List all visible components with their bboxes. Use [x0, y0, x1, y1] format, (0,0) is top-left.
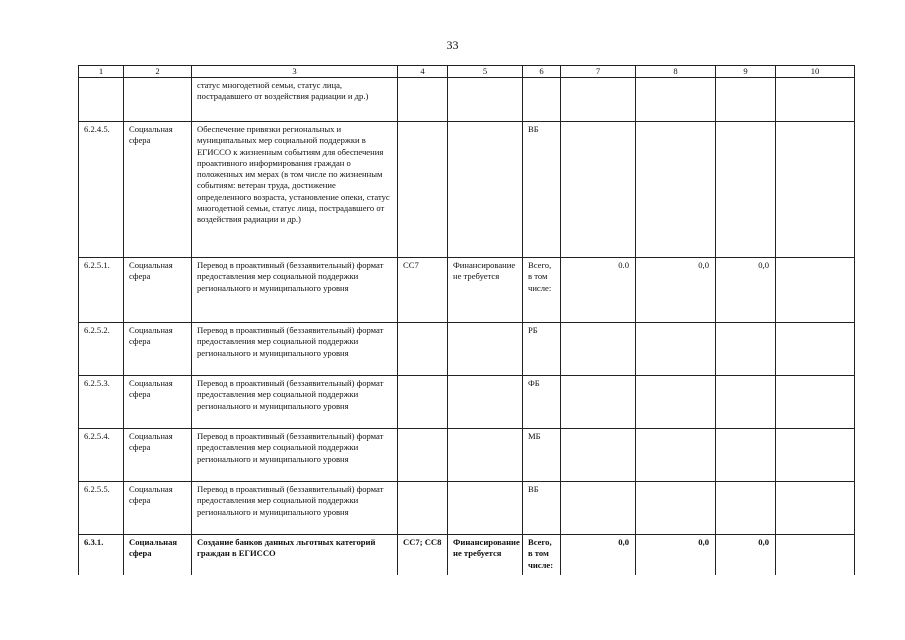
row-value-col8: 0,0: [636, 258, 716, 323]
table-cell: [776, 482, 855, 535]
row-value-col7: [561, 429, 636, 482]
table-row: [79, 323, 855, 376]
row-description: Перевод в проактивный (беззаявительный) формат предоставления мер социальной поддержки регионального и муниципального уровня: [192, 429, 398, 482]
row-description: Создание банков данных льготных категорий граждан в ЕГИССО: [192, 535, 398, 575]
row-indicator: [398, 429, 448, 482]
header-cell: 8: [636, 66, 716, 78]
table-row: [79, 535, 855, 575]
table-cell: [79, 78, 124, 122]
row-financing: [448, 429, 523, 482]
row-value-col9: [716, 429, 776, 482]
row-code: 6.2.4.5.: [79, 122, 124, 258]
row-value-col8: [636, 482, 716, 535]
header-cell: 6: [523, 66, 561, 78]
row-sphere: Социальная сфера: [124, 535, 192, 575]
row-code: 6.2.5.1.: [79, 258, 124, 323]
row-value-col7: [561, 323, 636, 376]
row-value-col8: [636, 122, 716, 258]
table-row: [79, 122, 855, 258]
row-value-col9: [716, 122, 776, 258]
header-cell: 1: [79, 66, 124, 78]
row-value-col7: 0.0: [561, 258, 636, 323]
row-indicator: [398, 376, 448, 429]
row-value-col9: 0,0: [716, 258, 776, 323]
header-row: [79, 66, 855, 78]
row-code: 6.3.1.: [79, 535, 124, 575]
row-code: 6.2.5.5.: [79, 482, 124, 535]
row-value-col7: [561, 122, 636, 258]
row-financing: [448, 122, 523, 258]
row-budget-source: ВБ: [523, 482, 561, 535]
table-cell: [776, 258, 855, 323]
row-sphere: Социальная сфера: [124, 482, 192, 535]
row-code: 6.2.5.3.: [79, 376, 124, 429]
row-indicator: [398, 323, 448, 376]
row-indicator: [398, 122, 448, 258]
row-financing: [448, 323, 523, 376]
table-cell: [776, 535, 855, 575]
table-cell: [561, 78, 636, 122]
table-cell: [776, 323, 855, 376]
row-sphere: Социальная сфера: [124, 122, 192, 258]
row-budget-source: РБ: [523, 323, 561, 376]
row-financing: Финансирование не требуется: [448, 535, 523, 575]
row-indicator: [398, 482, 448, 535]
row-description: Перевод в проактивный (беззаявительный) формат предоставления мер социальной поддержки регионального и муниципального уровня: [192, 258, 398, 323]
table-row: [79, 482, 855, 535]
table-cell: [716, 78, 776, 122]
header-cell: 3: [192, 66, 398, 78]
row-value-col8: [636, 323, 716, 376]
row-code: 6.2.5.4.: [79, 429, 124, 482]
table-cell: [776, 376, 855, 429]
table-cell: [523, 78, 561, 122]
table-row: [79, 258, 855, 323]
row-value-col9: [716, 323, 776, 376]
header-cell: 9: [716, 66, 776, 78]
row-financing: Финансирование не требуется: [448, 258, 523, 323]
program-table: [78, 65, 855, 575]
table-cell: [776, 122, 855, 258]
row-sphere: Социальная сфера: [124, 323, 192, 376]
row-indicator: СС7; СС8: [398, 535, 448, 575]
row-value-col7: [561, 376, 636, 429]
row-sphere: Социальная сфера: [124, 429, 192, 482]
row-budget-source: ВБ: [523, 122, 561, 258]
continuation-text: статус многодетной семьи, статус лица, пострадавшего от воздействия радиации и др.): [192, 78, 398, 122]
row-description: Обеспечение привязки региональных и муниципальных мер социальной поддержки в ЕГИССО к жизненным событиям для обеспечения проактивного информирования граждан о положенных им мерах (в том числе по жизненным событиям: ветеран труда, достижение определенного возраста, установление опеки, статус многодетной семьи, статус лица, пострадавшего от воздействия радиации и др.): [192, 122, 398, 258]
header-cell: 5: [448, 66, 523, 78]
header-cell: 4: [398, 66, 448, 78]
row-value-col7: 0,0: [561, 535, 636, 575]
page-number: 33: [446, 38, 459, 52]
table-cell: [776, 78, 855, 122]
row-value-col9: 0,0: [716, 535, 776, 575]
table-row: [79, 376, 855, 429]
row-budget-source: Всего, в том числе:: [523, 535, 561, 575]
row-description: Перевод в проактивный (беззаявительный) формат предоставления мер социальной поддержки регионального и муниципального уровня: [192, 482, 398, 535]
row-budget-source: ФБ: [523, 376, 561, 429]
row-value-col8: [636, 376, 716, 429]
row-description: Перевод в проактивный (беззаявительный) формат предоставления мер социальной поддержки регионального и муниципального уровня: [192, 323, 398, 376]
row-description: Перевод в проактивный (беззаявительный) формат предоставления мер социальной поддержки регионального и муниципального уровня: [192, 376, 398, 429]
continuation-row: [79, 78, 855, 122]
table-cell: [398, 78, 448, 122]
row-code: 6.2.5.2.: [79, 323, 124, 376]
row-indicator: СС7: [398, 258, 448, 323]
table-cell: [124, 78, 192, 122]
row-value-col8: 0,0: [636, 535, 716, 575]
header-cell: 10: [776, 66, 855, 78]
table-cell: [448, 78, 523, 122]
header-cell: 7: [561, 66, 636, 78]
table-cell: [776, 429, 855, 482]
header-cell: 2: [124, 66, 192, 78]
row-financing: [448, 482, 523, 535]
row-value-col9: [716, 376, 776, 429]
row-budget-source: МБ: [523, 429, 561, 482]
table-row: [79, 429, 855, 482]
row-financing: [448, 376, 523, 429]
table-cell: [636, 78, 716, 122]
row-value-col9: [716, 482, 776, 535]
row-budget-source: Всего, в том числе:: [523, 258, 561, 323]
row-sphere: Социальная сфера: [124, 258, 192, 323]
row-value-col7: [561, 482, 636, 535]
row-sphere: Социальная сфера: [124, 376, 192, 429]
row-value-col8: [636, 429, 716, 482]
